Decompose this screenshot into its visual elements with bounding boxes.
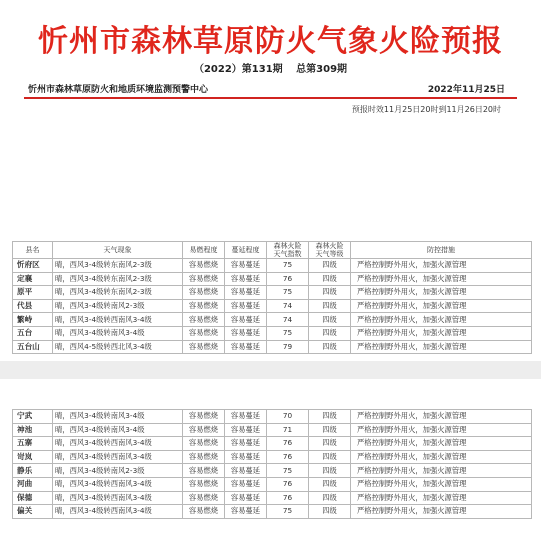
table-row (13, 299, 532, 313)
measures-cell: 严格控制野外用火，加强火源管理 (351, 491, 532, 505)
county-name-cell: 河曲 (13, 477, 53, 491)
flammability-cell: 容易燃烧 (183, 299, 225, 313)
page-gap (0, 361, 541, 379)
spread-cell: 容易蔓延 (225, 286, 267, 300)
flammability-cell: 容易燃烧 (183, 450, 225, 464)
fire-index-cell: 76 (267, 272, 309, 286)
spread-cell: 容易蔓延 (225, 505, 267, 519)
table-row (13, 272, 532, 286)
fire-level-cell: 四级 (309, 299, 351, 313)
fire-level-cell: 四级 (309, 326, 351, 340)
table-header-row (13, 242, 532, 259)
fire-index-cell: 76 (267, 491, 309, 505)
issuer-line (28, 82, 505, 95)
flammability-cell: 容易燃烧 (183, 313, 225, 327)
table-row (13, 450, 532, 464)
fire-index-cell: 76 (267, 437, 309, 451)
flammability-cell: 容易燃烧 (183, 423, 225, 437)
county-name-cell: 繁峙 (13, 313, 53, 327)
fire-level-cell: 四级 (309, 450, 351, 464)
spread-cell: 容易蔓延 (225, 450, 267, 464)
fire-index-cell: 75 (267, 259, 309, 273)
issue-number: （2022）第131期 (193, 64, 283, 75)
weather-cell: 晴，西风3-4级转西南风3-4级 (53, 477, 183, 491)
flammability-cell: 容易燃烧 (183, 410, 225, 424)
spread-cell: 容易蔓延 (225, 272, 267, 286)
weather-cell: 晴，西风3-4级转南风2-3级 (53, 299, 183, 313)
measures-cell: 严格控制野外用火，加强火源管理 (351, 423, 532, 437)
weather-cell: 晴，西风3-4级转西南风3-4级 (53, 491, 183, 505)
header-flammability: 易燃程度 (183, 242, 225, 259)
table-row (13, 410, 532, 424)
weather-cell: 晴，西风3-4级转西南风3-4级 (53, 437, 183, 451)
county-name-cell: 偏关 (13, 505, 53, 519)
validity-note: 预报时效11月25日20时到11月26日20时 (351, 105, 501, 114)
measures-cell: 严格控制野外用火，加强火源管理 (351, 505, 532, 519)
fire-index-cell: 74 (267, 299, 309, 313)
weather-cell: 晴，西风3-4级转东南风2-3级 (53, 272, 183, 286)
fire-index-cell: 75 (267, 464, 309, 478)
measures-cell: 严格控制野外用火，加强火源管理 (351, 450, 532, 464)
county-name-cell: 忻府区 (13, 259, 53, 273)
measures-cell: 严格控制野外用火，加强火源管理 (351, 286, 532, 300)
spread-cell: 容易蔓延 (225, 464, 267, 478)
county-name-cell: 岢岚 (13, 450, 53, 464)
table-row (13, 313, 532, 327)
fire-level-cell: 四级 (309, 272, 351, 286)
table-row (13, 437, 532, 451)
flammability-cell: 容易燃烧 (183, 272, 225, 286)
flammability-cell: 容易燃烧 (183, 477, 225, 491)
table-row (13, 464, 532, 478)
county-name-cell: 定襄 (13, 272, 53, 286)
fire-level-cell: 四级 (309, 286, 351, 300)
table-row (13, 340, 532, 354)
red-divider (24, 97, 517, 99)
weather-cell: 晴，西风3-4级转东南风2-3级 (53, 259, 183, 273)
fire-level-cell: 四级 (309, 464, 351, 478)
county-name-cell: 代县 (13, 299, 53, 313)
header-spread: 蔓延程度 (225, 242, 267, 259)
weather-cell: 晴，西风3-4级转西南风3-4级 (53, 450, 183, 464)
fire-index-cell: 75 (267, 505, 309, 519)
table-row (13, 326, 532, 340)
table-row (13, 505, 532, 519)
flammability-cell: 容易燃烧 (183, 437, 225, 451)
measures-cell: 严格控制野外用火，加强火源管理 (351, 299, 532, 313)
spread-cell: 容易蔓延 (225, 299, 267, 313)
fire-level-cell: 四级 (309, 410, 351, 424)
spread-cell: 容易蔓延 (225, 437, 267, 451)
forecast-table-part2 (12, 409, 532, 519)
measures-cell: 严格控制野外用火，加强火源管理 (351, 437, 532, 451)
measures-cell: 严格控制野外用火，加强火源管理 (351, 410, 532, 424)
fire-level-cell: 四级 (309, 491, 351, 505)
table-row (13, 286, 532, 300)
weather-cell: 晴，西风3-4级转东南风2-3级 (53, 286, 183, 300)
document-title: 忻州市森林草原防火气象火险预报 (38, 24, 503, 59)
table-row (13, 477, 532, 491)
header-fire-level: 森林火险 天气等级 (309, 242, 351, 259)
county-name-cell: 五台山 (13, 340, 53, 354)
flammability-cell: 容易燃烧 (183, 259, 225, 273)
header-fire-index: 森林火险 天气指数 (267, 242, 309, 259)
fire-index-cell: 71 (267, 423, 309, 437)
measures-cell: 严格控制野外用火，加强火源管理 (351, 272, 532, 286)
fire-level-cell: 四级 (309, 340, 351, 354)
county-name-cell: 保德 (13, 491, 53, 505)
spread-cell: 容易蔓延 (225, 423, 267, 437)
fire-index-cell: 74 (267, 313, 309, 327)
flammability-cell: 容易燃烧 (183, 326, 225, 340)
fire-index-cell: 79 (267, 340, 309, 354)
weather-cell: 晴，西风3-4级转南风3-4级 (53, 410, 183, 424)
county-name-cell: 五台 (13, 326, 53, 340)
weather-cell: 晴，西风3-4级转南风3-4级 (53, 423, 183, 437)
header-weather: 天气现象 (53, 242, 183, 259)
fire-index-cell: 76 (267, 450, 309, 464)
fire-index-cell: 76 (267, 477, 309, 491)
flammability-cell: 容易燃烧 (183, 286, 225, 300)
county-name-cell: 五寨 (13, 437, 53, 451)
weather-cell: 晴，西风3-4级转南风2-3级 (53, 464, 183, 478)
county-name-cell: 静乐 (13, 464, 53, 478)
forecast-table-part1 (12, 241, 532, 354)
weather-cell: 晴，西风3-4级转南风3-4级 (53, 326, 183, 340)
issue-line (0, 60, 541, 75)
fire-index-cell: 75 (267, 286, 309, 300)
fire-level-cell: 四级 (309, 437, 351, 451)
county-name-cell: 原平 (13, 286, 53, 300)
measures-cell: 严格控制野外用火，加强火源管理 (351, 340, 532, 354)
flammability-cell: 容易燃烧 (183, 491, 225, 505)
table-row (13, 491, 532, 505)
header-measures: 防控措施 (351, 242, 532, 259)
fire-index-cell: 75 (267, 326, 309, 340)
measures-cell: 严格控制野外用火，加强火源管理 (351, 464, 532, 478)
measures-cell: 严格控制野外用火，加强火源管理 (351, 326, 532, 340)
flammability-cell: 容易燃烧 (183, 505, 225, 519)
flammability-cell: 容易燃烧 (183, 340, 225, 354)
fire-level-cell: 四级 (309, 259, 351, 273)
header-county: 县名 (13, 242, 53, 259)
county-name-cell: 宁武 (13, 410, 53, 424)
measures-cell: 严格控制野外用火，加强火源管理 (351, 259, 532, 273)
weather-cell: 晴，西风3-4级转西南风3-4级 (53, 505, 183, 519)
measures-cell: 严格控制野外用火，加强火源管理 (351, 477, 532, 491)
spread-cell: 容易蔓延 (225, 410, 267, 424)
issuer: 忻州市森林草原防火和地质环境监测预警中心 (28, 85, 209, 95)
measures-cell: 严格控制野外用火，加强火源管理 (351, 313, 532, 327)
issue-total: 总第309期 (296, 64, 348, 75)
weather-cell: 晴，西风4-5级转西北风3-4级 (53, 340, 183, 354)
spread-cell: 容易蔓延 (225, 340, 267, 354)
fire-index-cell: 70 (267, 410, 309, 424)
spread-cell: 容易蔓延 (225, 259, 267, 273)
spread-cell: 容易蔓延 (225, 477, 267, 491)
issue-date: 2022年11月25日 (427, 85, 505, 95)
table-row (13, 423, 532, 437)
table-row (13, 259, 532, 273)
flammability-cell: 容易燃烧 (183, 464, 225, 478)
fire-level-cell: 四级 (309, 423, 351, 437)
spread-cell: 容易蔓延 (225, 326, 267, 340)
spread-cell: 容易蔓延 (225, 491, 267, 505)
fire-level-cell: 四级 (309, 313, 351, 327)
spread-cell: 容易蔓延 (225, 313, 267, 327)
county-name-cell: 神池 (13, 423, 53, 437)
weather-cell: 晴，西风3-4级转西南风3-4级 (53, 313, 183, 327)
fire-level-cell: 四级 (309, 505, 351, 519)
fire-level-cell: 四级 (309, 477, 351, 491)
